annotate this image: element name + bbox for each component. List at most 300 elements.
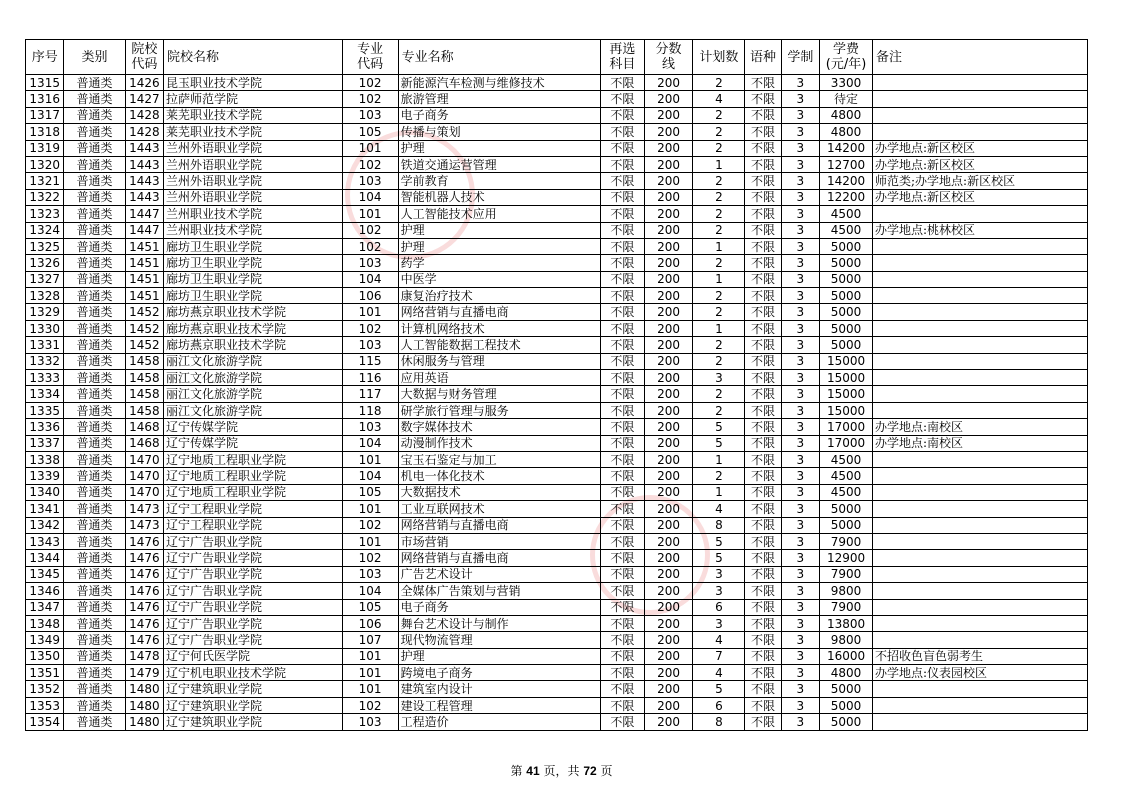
cell-school-name: 廊坊卫生职业学院 — [164, 271, 343, 287]
cell-reselect: 不限 — [601, 370, 645, 386]
cell-plan: 1 — [693, 451, 745, 467]
cell-index: 1316 — [26, 91, 64, 107]
cell-plan: 4 — [693, 665, 745, 681]
cell-fee: 5000 — [820, 288, 873, 304]
cell-index: 1338 — [26, 451, 64, 467]
cell-major-code: 101 — [342, 681, 398, 697]
table-row — [26, 501, 1088, 517]
cell-index: 1335 — [26, 402, 64, 418]
cell-index: 1325 — [26, 238, 64, 254]
cell-reselect: 不限 — [601, 419, 645, 435]
cell-note — [873, 451, 1088, 467]
cell-school-code: 1427 — [125, 91, 163, 107]
cell-school-name: 辽宁广告职业学院 — [164, 583, 343, 599]
cell-category: 普通类 — [64, 566, 125, 582]
cell-major-name: 跨境电子商务 — [398, 665, 600, 681]
cell-duration: 3 — [781, 599, 819, 615]
table-row — [26, 484, 1088, 500]
cell-reselect: 不限 — [601, 615, 645, 631]
cell-language: 不限 — [745, 386, 781, 402]
cell-plan: 5 — [693, 550, 745, 566]
cell-major-name: 数字媒体技术 — [398, 419, 600, 435]
cell-index: 1351 — [26, 665, 64, 681]
cell-plan: 1 — [693, 271, 745, 287]
admission-table — [25, 39, 1088, 731]
cell-duration: 3 — [781, 156, 819, 172]
cell-major-code: 101 — [342, 665, 398, 681]
cell-score: 200 — [644, 173, 693, 189]
cell-major-code: 102 — [342, 697, 398, 713]
cell-major-code: 103 — [342, 255, 398, 271]
cell-major-name: 建设工程管理 — [398, 697, 600, 713]
table-row — [26, 402, 1088, 418]
cell-reselect: 不限 — [601, 435, 645, 451]
cell-major-code: 103 — [342, 337, 398, 353]
cell-fee: 14200 — [820, 140, 873, 156]
table-row — [26, 370, 1088, 386]
cell-school-name: 丽江文化旅游学院 — [164, 370, 343, 386]
cell-note — [873, 501, 1088, 517]
table-row — [26, 550, 1088, 566]
cell-category: 普通类 — [64, 697, 125, 713]
cell-major-code: 101 — [342, 451, 398, 467]
header-language: 语种 — [745, 40, 781, 75]
cell-duration: 3 — [781, 75, 819, 91]
header-major-code: 专业 代码 — [342, 40, 398, 75]
cell-major-code: 102 — [342, 238, 398, 254]
cell-school-code: 1443 — [125, 140, 163, 156]
cell-school-name: 廊坊燕京职业技术学院 — [164, 320, 343, 336]
cell-school-code: 1426 — [125, 75, 163, 91]
cell-school-code: 1428 — [125, 124, 163, 140]
cell-fee: 5000 — [820, 238, 873, 254]
page-footer — [0, 762, 1123, 779]
cell-language: 不限 — [745, 435, 781, 451]
cell-index: 1318 — [26, 124, 64, 140]
cell-score: 200 — [644, 501, 693, 517]
cell-major-code: 105 — [342, 124, 398, 140]
cell-school-name: 兰州职业技术学院 — [164, 222, 343, 238]
cell-reselect: 不限 — [601, 107, 645, 123]
cell-note — [873, 238, 1088, 254]
header-school-name: 院校名称 — [164, 40, 343, 75]
cell-index: 1354 — [26, 714, 64, 730]
header-major-name: 专业名称 — [398, 40, 600, 75]
cell-major-code: 103 — [342, 566, 398, 582]
cell-category: 普通类 — [64, 599, 125, 615]
cell-major-name: 学前教育 — [398, 173, 600, 189]
cell-major-code: 101 — [342, 304, 398, 320]
cell-fee: 15000 — [820, 402, 873, 418]
table-row — [26, 320, 1088, 336]
table-row — [26, 173, 1088, 189]
cell-language: 不限 — [745, 632, 781, 648]
cell-school-code: 1451 — [125, 238, 163, 254]
cell-language: 不限 — [745, 665, 781, 681]
cell-note — [873, 714, 1088, 730]
cell-reselect: 不限 — [601, 451, 645, 467]
cell-plan: 3 — [693, 566, 745, 582]
cell-duration: 3 — [781, 140, 819, 156]
cell-category: 普通类 — [64, 451, 125, 467]
cell-major-name: 舞台艺术设计与制作 — [398, 615, 600, 631]
cell-language: 不限 — [745, 206, 781, 222]
cell-fee: 4500 — [820, 468, 873, 484]
cell-note — [873, 206, 1088, 222]
cell-major-name: 护理 — [398, 222, 600, 238]
cell-school-code: 1479 — [125, 665, 163, 681]
cell-language: 不限 — [745, 566, 781, 582]
cell-note — [873, 468, 1088, 484]
cell-category: 普通类 — [64, 206, 125, 222]
cell-reselect: 不限 — [601, 156, 645, 172]
cell-score: 200 — [644, 75, 693, 91]
cell-duration: 3 — [781, 320, 819, 336]
cell-major-name: 研学旅行管理与服务 — [398, 402, 600, 418]
cell-school-code: 1458 — [125, 370, 163, 386]
cell-school-name: 拉萨师范学院 — [164, 91, 343, 107]
cell-major-code: 117 — [342, 386, 398, 402]
cell-score: 200 — [644, 370, 693, 386]
cell-score: 200 — [644, 517, 693, 533]
cell-fee: 12200 — [820, 189, 873, 205]
cell-index: 1326 — [26, 255, 64, 271]
cell-duration: 3 — [781, 222, 819, 238]
table-row — [26, 599, 1088, 615]
cell-major-code: 104 — [342, 435, 398, 451]
cell-index: 1315 — [26, 75, 64, 91]
cell-school-name: 丽江文化旅游学院 — [164, 353, 343, 369]
cell-duration: 3 — [781, 337, 819, 353]
cell-index: 1350 — [26, 648, 64, 664]
cell-school-code: 1476 — [125, 632, 163, 648]
cell-note — [873, 320, 1088, 336]
cell-reselect: 不限 — [601, 648, 645, 664]
cell-language: 不限 — [745, 501, 781, 517]
cell-plan: 7 — [693, 648, 745, 664]
cell-language: 不限 — [745, 288, 781, 304]
cell-fee: 7900 — [820, 533, 873, 549]
cell-reselect: 不限 — [601, 632, 645, 648]
cell-note: 办学地点:新区校区 — [873, 156, 1088, 172]
footer-total-pages: 72 — [583, 764, 597, 778]
cell-score: 200 — [644, 107, 693, 123]
cell-reselect: 不限 — [601, 697, 645, 713]
cell-note — [873, 107, 1088, 123]
cell-school-code: 1470 — [125, 451, 163, 467]
footer-middle: 页，共 — [543, 764, 580, 778]
cell-language: 不限 — [745, 304, 781, 320]
cell-category: 普通类 — [64, 517, 125, 533]
cell-major-name: 电子商务 — [398, 107, 600, 123]
cell-major-code: 102 — [342, 517, 398, 533]
cell-plan: 4 — [693, 91, 745, 107]
cell-category: 普通类 — [64, 402, 125, 418]
cell-major-name: 铁道交通运营管理 — [398, 156, 600, 172]
cell-score: 200 — [644, 304, 693, 320]
cell-score: 200 — [644, 238, 693, 254]
table-row — [26, 337, 1088, 353]
cell-category: 普通类 — [64, 419, 125, 435]
cell-score: 200 — [644, 435, 693, 451]
cell-school-code: 1480 — [125, 697, 163, 713]
cell-fee: 7900 — [820, 599, 873, 615]
cell-duration: 3 — [781, 353, 819, 369]
cell-score: 200 — [644, 681, 693, 697]
cell-reselect: 不限 — [601, 91, 645, 107]
cell-score: 200 — [644, 566, 693, 582]
cell-plan: 1 — [693, 156, 745, 172]
cell-plan: 1 — [693, 484, 745, 500]
cell-major-code: 103 — [342, 107, 398, 123]
cell-score: 200 — [644, 599, 693, 615]
cell-duration: 3 — [781, 206, 819, 222]
cell-major-name: 网络营销与直播电商 — [398, 550, 600, 566]
cell-school-name: 廊坊卫生职业学院 — [164, 288, 343, 304]
cell-major-name: 传播与策划 — [398, 124, 600, 140]
cell-score: 200 — [644, 419, 693, 435]
cell-fee: 17000 — [820, 419, 873, 435]
cell-duration: 3 — [781, 714, 819, 730]
cell-note: 不招收色盲色弱考生 — [873, 648, 1088, 664]
cell-language: 不限 — [745, 419, 781, 435]
cell-school-name: 辽宁建筑职业学院 — [164, 697, 343, 713]
cell-fee: 12700 — [820, 156, 873, 172]
cell-duration: 3 — [781, 665, 819, 681]
cell-plan: 2 — [693, 107, 745, 123]
cell-school-name: 兰州外语职业学院 — [164, 189, 343, 205]
cell-index: 1341 — [26, 501, 64, 517]
cell-reselect: 不限 — [601, 140, 645, 156]
table-row — [26, 206, 1088, 222]
cell-fee: 4800 — [820, 665, 873, 681]
cell-language: 不限 — [745, 255, 781, 271]
cell-category: 普通类 — [64, 288, 125, 304]
cell-fee: 5000 — [820, 714, 873, 730]
cell-major-code: 101 — [342, 140, 398, 156]
cell-language: 不限 — [745, 714, 781, 730]
cell-major-code: 102 — [342, 550, 398, 566]
cell-index: 1320 — [26, 156, 64, 172]
cell-reselect: 不限 — [601, 206, 645, 222]
cell-reselect: 不限 — [601, 173, 645, 189]
cell-note: 师范类;办学地点:新区校区 — [873, 173, 1088, 189]
cell-fee: 9800 — [820, 583, 873, 599]
cell-duration: 3 — [781, 632, 819, 648]
cell-note — [873, 304, 1088, 320]
table-row — [26, 222, 1088, 238]
cell-school-code: 1473 — [125, 501, 163, 517]
cell-school-name: 辽宁传媒学院 — [164, 419, 343, 435]
cell-plan: 5 — [693, 533, 745, 549]
cell-school-code: 1470 — [125, 484, 163, 500]
header-score: 分数 线 — [644, 40, 693, 75]
cell-duration: 3 — [781, 173, 819, 189]
cell-index: 1328 — [26, 288, 64, 304]
cell-note — [873, 632, 1088, 648]
cell-major-name: 机电一体化技术 — [398, 468, 600, 484]
table-body — [26, 75, 1088, 731]
cell-reselect: 不限 — [601, 468, 645, 484]
cell-fee: 12900 — [820, 550, 873, 566]
cell-school-code: 1451 — [125, 288, 163, 304]
cell-major-code: 102 — [342, 222, 398, 238]
cell-score: 200 — [644, 583, 693, 599]
cell-language: 不限 — [745, 681, 781, 697]
cell-index: 1342 — [26, 517, 64, 533]
table-row — [26, 419, 1088, 435]
cell-language: 不限 — [745, 615, 781, 631]
cell-school-name: 辽宁何氏医学院 — [164, 648, 343, 664]
cell-language: 不限 — [745, 173, 781, 189]
table-row — [26, 386, 1088, 402]
cell-school-name: 辽宁广告职业学院 — [164, 632, 343, 648]
cell-language: 不限 — [745, 402, 781, 418]
table-row — [26, 304, 1088, 320]
cell-plan: 2 — [693, 304, 745, 320]
cell-fee: 5000 — [820, 320, 873, 336]
cell-score: 200 — [644, 320, 693, 336]
cell-major-name: 电子商务 — [398, 599, 600, 615]
cell-school-name: 辽宁建筑职业学院 — [164, 714, 343, 730]
cell-school-code: 1473 — [125, 517, 163, 533]
header-note: 备注 — [873, 40, 1088, 75]
table-row — [26, 714, 1088, 730]
cell-score: 200 — [644, 156, 693, 172]
cell-note — [873, 337, 1088, 353]
cell-reselect: 不限 — [601, 484, 645, 500]
table-row — [26, 632, 1088, 648]
cell-index: 1332 — [26, 353, 64, 369]
cell-index: 1331 — [26, 337, 64, 353]
cell-major-name: 康复治疗技术 — [398, 288, 600, 304]
cell-plan: 2 — [693, 402, 745, 418]
cell-language: 不限 — [745, 550, 781, 566]
cell-plan: 2 — [693, 337, 745, 353]
cell-major-name: 护理 — [398, 238, 600, 254]
cell-reselect: 不限 — [601, 271, 645, 287]
cell-score: 200 — [644, 632, 693, 648]
cell-note — [873, 288, 1088, 304]
cell-language: 不限 — [745, 75, 781, 91]
table-row — [26, 681, 1088, 697]
cell-major-name: 大数据与财务管理 — [398, 386, 600, 402]
cell-category: 普通类 — [64, 583, 125, 599]
cell-plan: 2 — [693, 173, 745, 189]
cell-school-code: 1468 — [125, 419, 163, 435]
cell-category: 普通类 — [64, 386, 125, 402]
cell-duration: 3 — [781, 255, 819, 271]
cell-category: 普通类 — [64, 370, 125, 386]
cell-school-code: 1476 — [125, 599, 163, 615]
cell-major-name: 全媒体广告策划与营销 — [398, 583, 600, 599]
cell-major-code: 107 — [342, 632, 398, 648]
cell-index: 1352 — [26, 681, 64, 697]
cell-school-name: 廊坊燕京职业技术学院 — [164, 337, 343, 353]
cell-duration: 3 — [781, 648, 819, 664]
cell-category: 普通类 — [64, 435, 125, 451]
cell-category: 普通类 — [64, 255, 125, 271]
table-row — [26, 517, 1088, 533]
cell-school-name: 兰州外语职业学院 — [164, 156, 343, 172]
cell-duration: 3 — [781, 451, 819, 467]
table-row — [26, 107, 1088, 123]
cell-note — [873, 697, 1088, 713]
cell-category: 普通类 — [64, 189, 125, 205]
cell-major-name: 护理 — [398, 140, 600, 156]
cell-fee: 4500 — [820, 222, 873, 238]
cell-reselect: 不限 — [601, 402, 645, 418]
cell-note — [873, 91, 1088, 107]
cell-school-name: 廊坊燕京职业技术学院 — [164, 304, 343, 320]
cell-reselect: 不限 — [601, 320, 645, 336]
cell-major-name: 中医学 — [398, 271, 600, 287]
cell-school-code: 1470 — [125, 468, 163, 484]
cell-duration: 3 — [781, 517, 819, 533]
cell-fee: 待定 — [820, 91, 873, 107]
table-row — [26, 533, 1088, 549]
cell-school-code: 1443 — [125, 156, 163, 172]
table-row — [26, 353, 1088, 369]
cell-fee: 5000 — [820, 501, 873, 517]
cell-score: 200 — [644, 189, 693, 205]
cell-fee: 7900 — [820, 566, 873, 582]
cell-major-name: 人工智能技术应用 — [398, 206, 600, 222]
footer-suffix: 页 — [600, 764, 613, 778]
cell-index: 1334 — [26, 386, 64, 402]
table-row — [26, 583, 1088, 599]
cell-index: 1337 — [26, 435, 64, 451]
cell-note: 办学地点:新区校区 — [873, 140, 1088, 156]
cell-school-name: 辽宁地质工程职业学院 — [164, 451, 343, 467]
cell-language: 不限 — [745, 271, 781, 287]
cell-category: 普通类 — [64, 533, 125, 549]
table-row — [26, 189, 1088, 205]
cell-major-code: 103 — [342, 173, 398, 189]
cell-major-name: 计算机网络技术 — [398, 320, 600, 336]
cell-school-code: 1458 — [125, 386, 163, 402]
cell-fee: 4800 — [820, 124, 873, 140]
cell-category: 普通类 — [64, 681, 125, 697]
table-row — [26, 156, 1088, 172]
cell-fee: 4800 — [820, 107, 873, 123]
cell-school-code: 1480 — [125, 714, 163, 730]
cell-reselect: 不限 — [601, 583, 645, 599]
cell-note — [873, 75, 1088, 91]
cell-plan: 6 — [693, 599, 745, 615]
cell-major-code: 102 — [342, 75, 398, 91]
cell-fee: 3300 — [820, 75, 873, 91]
cell-plan: 5 — [693, 681, 745, 697]
cell-score: 200 — [644, 206, 693, 222]
cell-note — [873, 255, 1088, 271]
cell-index: 1322 — [26, 189, 64, 205]
cell-major-name: 网络营销与直播电商 — [398, 304, 600, 320]
cell-duration: 3 — [781, 468, 819, 484]
cell-major-name: 工业互联网技术 — [398, 501, 600, 517]
cell-major-code: 115 — [342, 353, 398, 369]
cell-fee: 9800 — [820, 632, 873, 648]
header-index: 序号 — [26, 40, 64, 75]
cell-major-code: 101 — [342, 206, 398, 222]
cell-major-code: 101 — [342, 648, 398, 664]
cell-note — [873, 517, 1088, 533]
cell-fee: 15000 — [820, 353, 873, 369]
table-row — [26, 255, 1088, 271]
cell-index: 1353 — [26, 697, 64, 713]
cell-duration: 3 — [781, 615, 819, 631]
cell-score: 200 — [644, 337, 693, 353]
